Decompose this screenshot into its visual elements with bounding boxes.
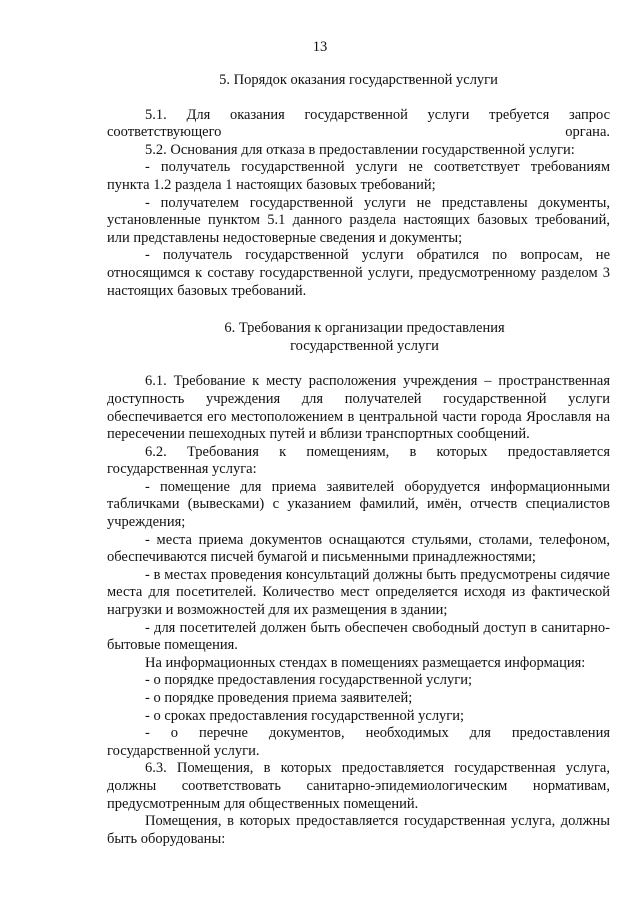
list-item: - получателем государственной услуги не представлены документы, установленные пунктом 5.1 данного раздела настоящих базовых требований, или представлены недостоверные сведения и документы; — [107, 194, 610, 246]
list-item: - получатель государственной услуги не соответствует требованиям пункта 1.2 раздела 1 настоящих базовых требований; — [107, 159, 610, 193]
list-item: - в местах проведения консультаций должны быть предусмотрены сидячие места для посетителей. Количество мест определяется исходя из фактической нагрузки и возможностей для их размещения в здании; — [107, 566, 610, 619]
list-item: - помещение для приема заявителей оборудуется информационными табличками (вывесками) с указанием фамилий, имён, отчеств специалистов учреждения; — [107, 478, 610, 531]
section-5-heading: 5. Порядок оказания государственной услуги — [219, 72, 498, 88]
list-item: - о порядке проведения приема заявителей; — [145, 690, 413, 706]
list-item: - о перечне документов, необходимых для предоставления государственной услуги. — [107, 725, 610, 759]
paragraph-5-1: 5.1. Для оказания государственной услуги требуется запрос соответствующего органа. — [107, 106, 610, 141]
paragraph-info-stands: На информационных стендах в помещениях размещается информация: — [145, 654, 586, 671]
section-6-heading-line: 6. Требования к организации предоставления — [224, 320, 505, 337]
list-item: - о порядке предоставления государственной услуги; — [145, 672, 473, 689]
page-number: 13 — [312, 39, 328, 55]
list-item: - для посетителей должен быть обеспечен свободный доступ в санитарно-бытовые помещения. — [107, 619, 610, 654]
document-body — [107, 72, 610, 848]
paragraph-6-2: 6.2. Требования к помещениям, в которых предоставляется государственная услуга: — [107, 443, 610, 478]
paragraph-5-2: 5.2. Основания для отказа в предоставлении государственной услуги: — [145, 141, 575, 158]
paragraph-equipment: Помещения, в которых предоставляется государственная услуга, должны быть оборудованы: — [107, 813, 610, 847]
section-6-heading-line: государственной услуги — [290, 337, 439, 354]
list-item: - о сроках предоставления государственной услуги; — [145, 707, 465, 724]
section-6-heading — [107, 320, 610, 355]
paragraph-6-3: 6.3. Помещения, в которых предоставляется государственная услуга, должны соответствовать санитарно-эпидемиологическим нормативам, предусмотренным для общественных помещений. — [107, 760, 610, 812]
list-item: - получатель государственной услуги обратился по вопросам, не относящимся к составу государственной услуги, предусмотренному разделом 3 настоящих базовых требований. — [107, 247, 610, 299]
paragraph-6-1: 6.1. Требование к месту расположения учреждения – пространственная доступность учреждения для получателей государственной услуги обеспечивается его местоположением в центральной части города Ярославля на пересечении пешеходных путей и вблизи транспортных сообщений. — [107, 373, 610, 443]
list-item: - места приема документов оснащаются стульями, столами, телефоном, обеспечиваются писчей бумагой и письменными принадлежностями; — [107, 531, 610, 566]
